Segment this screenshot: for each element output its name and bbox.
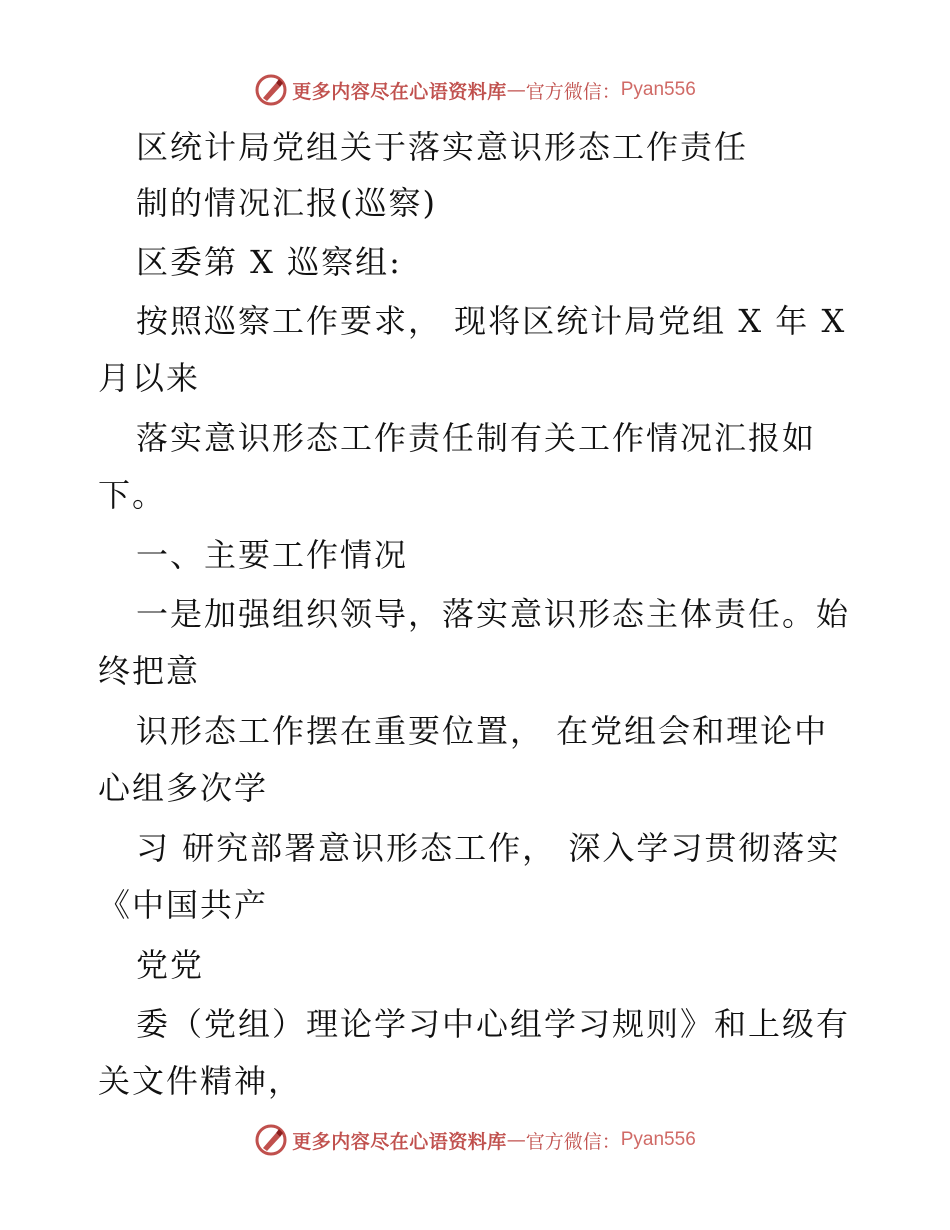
- banner-handle: Pyan556: [620, 1129, 696, 1150]
- pen-seal-icon: [254, 1123, 288, 1157]
- banner-text: 更多内容尽在心语资料库: [292, 80, 507, 103]
- banner-separator: —: [506, 79, 526, 101]
- doc-line: 《中国共产: [98, 886, 269, 924]
- doc-title-line-1: 区统计局党组关于落实意识形态工作责任: [136, 128, 749, 166]
- banner-contact-label: 官方微信：: [525, 1131, 621, 1153]
- doc-line: 党党: [136, 946, 205, 984]
- banner-handle: Pyan556: [620, 79, 696, 100]
- doc-line: 落实意识形态工作责任制有关工作情况汇报如: [136, 419, 817, 457]
- doc-line: 心组多次学: [98, 769, 269, 807]
- doc-line: 委（党组）理论学习中心组学习规则》和上级有: [136, 1005, 851, 1043]
- banner-contact-label: 官方微信：: [525, 81, 621, 103]
- doc-line: 终把意: [98, 652, 201, 690]
- doc-line: 识形态工作摆在重要位置， 在党组会和理论中: [136, 712, 829, 750]
- banner-text: 更多内容尽在心语资料库: [292, 1130, 507, 1153]
- doc-line: 月以来: [98, 359, 201, 397]
- banner-separator: —: [506, 1129, 526, 1151]
- footer-banner: [0, 1120, 950, 1160]
- doc-line: 一是加强组织领导，落实意识形态主体责任。始: [136, 595, 851, 633]
- doc-line: 下。: [98, 476, 167, 514]
- doc-line: 关文件精神，: [98, 1062, 303, 1100]
- doc-line: 按照巡察工作要求， 现将区统计局党组 X 年 X: [136, 302, 847, 340]
- doc-title-line-2: 制的情况汇报(巡察): [136, 184, 437, 222]
- doc-section-heading: 一、主要工作情况: [136, 536, 409, 574]
- pen-seal-icon: [254, 73, 288, 107]
- doc-salutation: 区委第 X 巡察组:: [136, 243, 402, 281]
- doc-line: 习 研究部署意识形态工作， 深入学习贯彻落实: [136, 829, 841, 867]
- header-banner: [0, 70, 950, 110]
